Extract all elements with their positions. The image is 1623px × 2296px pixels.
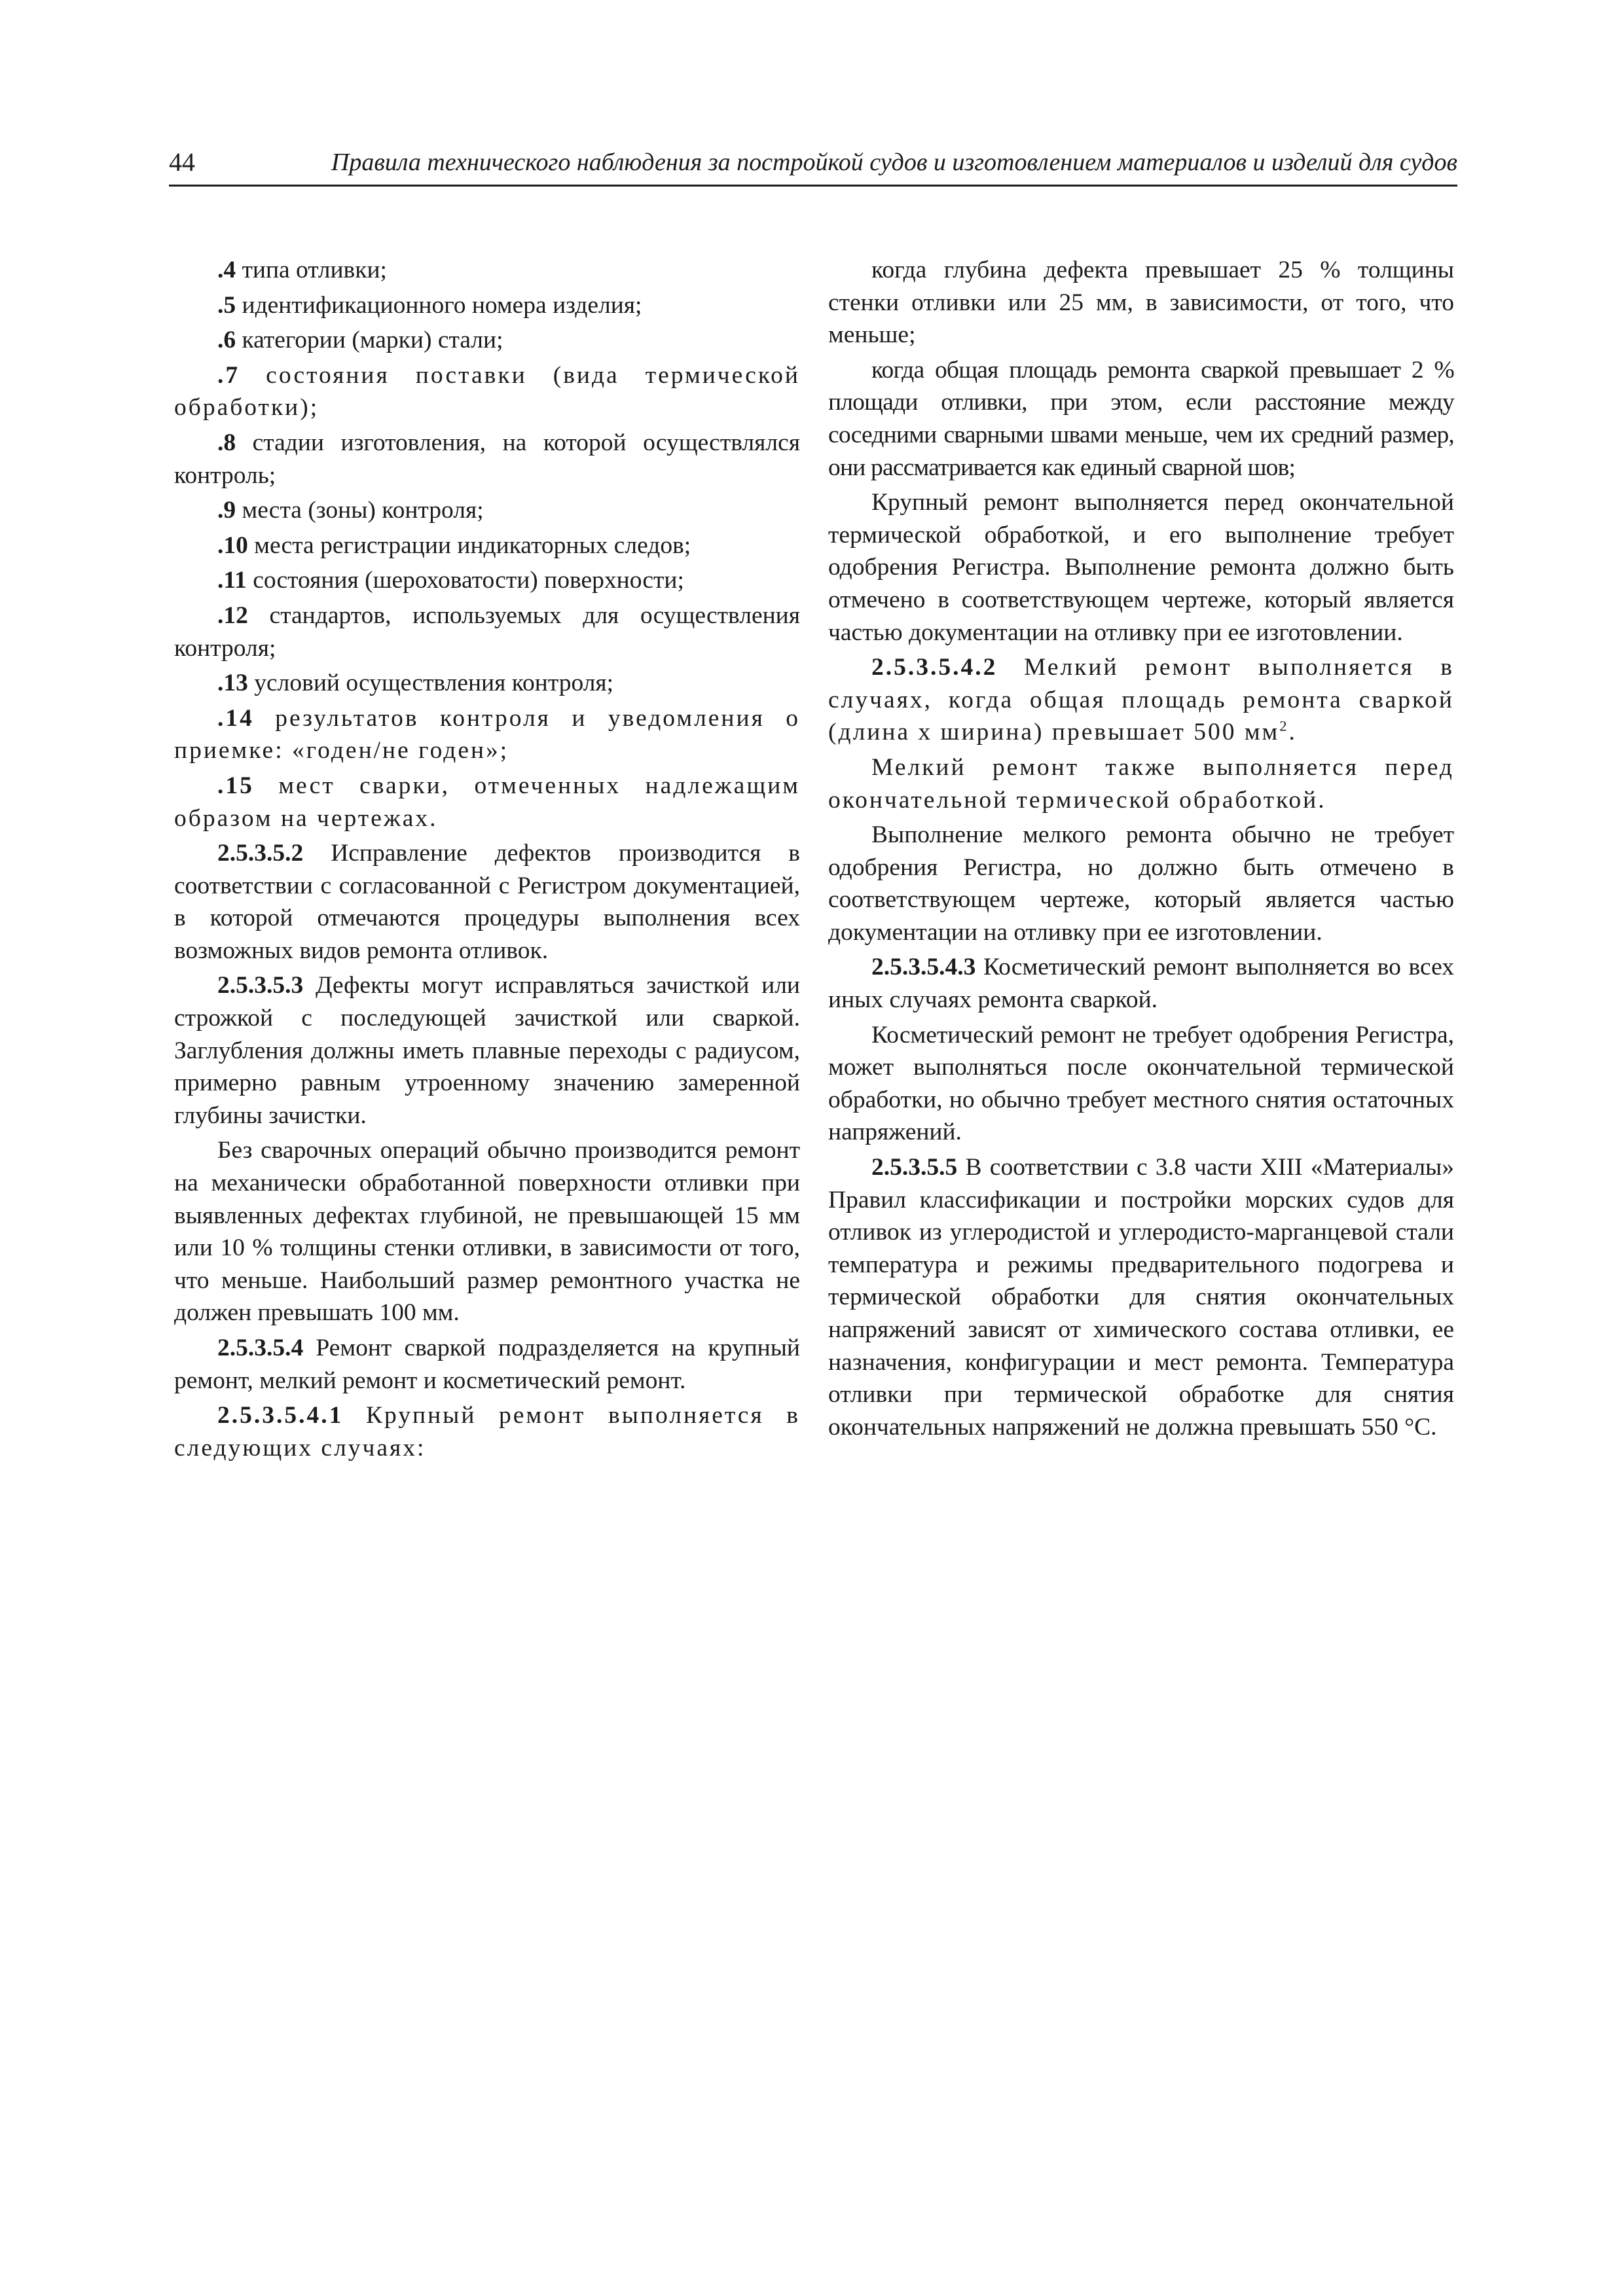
list-item — [174, 564, 800, 597]
list-item — [174, 770, 800, 834]
clause-number: 2.5.3.5.2 — [217, 840, 304, 867]
paragraph — [828, 254, 1454, 351]
item-number: .7 — [217, 361, 240, 389]
paragraph-text: Выполнение мелкого ремонта обычно не требует одобрения Регистра, но должно быть отмечено в соответствующем чертеже, который является частью документации на отливку при ее изготовлении. — [828, 821, 1454, 946]
paragraph — [828, 1019, 1454, 1149]
item-text: состояния поставки (вида термической обработки); — [174, 361, 800, 422]
list-item — [174, 427, 800, 492]
list-item — [174, 289, 800, 322]
list-item — [174, 702, 800, 767]
list-item — [174, 529, 800, 562]
clause-number: 2.5.3.5.3 — [217, 972, 304, 999]
right-column — [828, 254, 1454, 1446]
item-text: идентификационного номера изделия; — [236, 291, 642, 319]
item-text: стадии изготовления, на которой осуществлялся контроль; — [174, 429, 800, 489]
paragraph-text: Ремонт сваркой подразделяется на крупный ремонт, мелкий ремонт и косметический ремонт. — [174, 1335, 800, 1394]
running-title: Правила технического наблюдения за постройкой судов и изготовлением материалов и изделий для судов — [331, 149, 1457, 176]
item-number: .6 — [217, 327, 236, 354]
paragraph — [174, 837, 800, 967]
item-text: места (зоны) контроля; — [236, 497, 484, 524]
list-item — [174, 494, 800, 527]
paragraph-text: В соответствии с 3.8 части XIII «Материалы» Правил классификации и постройки морских судов для отливок из углеродистой и углеродисто-марганцевой стали температура и режимы предварительного подогрева и термической обработки для снятия окончательных напряжений зависят от химического состава отливки, ее назначения, конфигурации и мест ремонта. Температура отливки при термической обработке для снятия окончательных напряжений не должна превышать 550 °С. — [828, 1154, 1454, 1441]
paragraph-text: когда общая площадь ремонта сваркой превышает 2 % площади отливки, при этом, если расстояние между соседними сварными швами меньше, чем их средний размер, они рассматривается как единый сварной шов; — [828, 356, 1454, 481]
list-item — [174, 600, 800, 664]
paragraph — [174, 1399, 800, 1464]
paragraph — [828, 1151, 1454, 1443]
paragraph-text: Мелкий ремонт выполняется в случаях, когда общая площадь ремонта сваркой (длина х ширина) превышает 500 мм — [828, 654, 1454, 746]
item-text: места регистрации индикаторных следов; — [247, 531, 691, 559]
page-number: 44 — [169, 147, 195, 177]
item-number: .9 — [217, 497, 236, 524]
list-item — [174, 254, 800, 287]
item-number: .12 — [217, 601, 248, 629]
clause-number: 2.5.3.5.4 — [217, 1335, 304, 1361]
item-number: .15 — [217, 772, 254, 799]
paragraph-text: Косметический ремонт выполняется во всех иных случаях ремонта сваркой. — [828, 954, 1454, 1014]
paragraph-text-end: . — [1288, 719, 1297, 746]
item-number: .13 — [217, 670, 248, 697]
paragraph-text: Крупный ремонт выполняется перед окончательной термической обработкой, и его выполнение требует одобрения Регистра. Выполнение ремонта должно быть отмечено в соответствующем чертеже, который является частью документации на отливку при ее изготовлении. — [828, 489, 1454, 646]
paragraph-text: когда глубина дефекта превышает 25 % толщины стенки отливки или 25 мм, в зависимости, от того, что меньше; — [828, 257, 1454, 349]
item-text: типа отливки; — [236, 257, 387, 283]
left-column — [174, 254, 800, 1467]
paragraph — [174, 1332, 800, 1397]
clause-number: 2.5.3.5.4.2 — [871, 654, 998, 681]
item-number: .14 — [217, 704, 254, 732]
item-number: .8 — [217, 429, 236, 456]
page-header — [169, 145, 1457, 187]
paragraph — [828, 951, 1454, 1016]
item-text: категории (марки) стали; — [236, 327, 503, 354]
paragraph — [828, 751, 1454, 816]
paragraph-text: Косметический ремонт не требует одобрения Регистра, может выполняться после окончательной термической обработки, но обычно требует местного снятия остаточных напряжений. — [828, 1021, 1454, 1146]
paragraph — [828, 486, 1454, 649]
paragraph — [174, 969, 800, 1132]
paragraph — [828, 354, 1454, 484]
item-text: стандартов, используемых для осуществления контроля; — [174, 601, 800, 662]
list-item — [174, 324, 800, 357]
clause-number: 2.5.3.5.5 — [871, 1154, 958, 1181]
list-item — [174, 667, 800, 700]
item-number: .10 — [217, 531, 248, 559]
item-text: условий осуществления контроля; — [247, 670, 614, 697]
item-text: состояния (шероховатости) поверхности; — [246, 567, 684, 594]
paragraph-text: Крупный ремонт выполняется в следующих случаях: — [174, 1402, 800, 1462]
item-number: .4 — [217, 257, 236, 283]
item-text: мест сварки, отмеченных надлежащим образом на чертежах. — [174, 772, 800, 832]
clause-number: 2.5.3.5.4.1 — [217, 1402, 344, 1429]
item-number: .5 — [217, 291, 236, 319]
item-text: результатов контроля и уведомления о приемке: «годен/не годен»; — [174, 704, 800, 764]
paragraph — [828, 819, 1454, 948]
paragraph-text: Дефекты могут исправляться зачисткой или строжкой с последующей зачисткой или сваркой. Заглубления должны иметь плавные переходы с радиусом, примерно равным утроенному значению замеренной глубины зачистки. — [174, 972, 800, 1129]
superscript: 2 — [1279, 717, 1289, 734]
paragraph-text: Исправление дефектов производится в соответствии с согласованной с Регистром документацией, в которой отмечаются процедуры выполнения всех возможных видов ремонта отливок. — [174, 840, 800, 964]
item-number: .11 — [217, 567, 247, 594]
paragraph — [174, 1134, 800, 1329]
paragraph-text: Без сварочных операций обычно производится ремонт на механически обработанной поверхности отливки при выявленных дефектах глубиной, не превышающей 15 мм или 10 % толщины стенки отливки, в зависимости от того, что меньше. Наибольший размер ремонтного участка не должен превышать 100 мм. — [174, 1137, 800, 1327]
paragraph-text: Мелкий ремонт также выполняется перед окончательной термической обработкой. — [828, 753, 1454, 814]
paragraph — [828, 651, 1454, 749]
list-item — [174, 359, 800, 424]
clause-number: 2.5.3.5.4.3 — [871, 954, 976, 981]
